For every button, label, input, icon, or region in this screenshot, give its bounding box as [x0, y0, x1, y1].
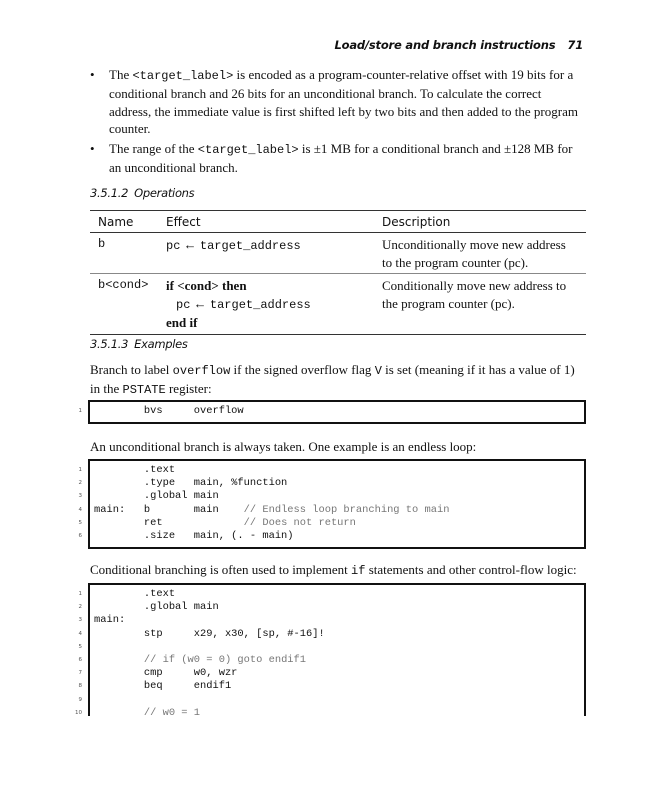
code-line — [78, 653, 584, 667]
line-number: 4 — [78, 630, 82, 637]
line-number: 1 — [78, 408, 82, 414]
code-text — [94, 707, 200, 720]
code-instruction: .type main, %function — [94, 477, 288, 490]
line-number: 7 — [78, 670, 82, 677]
op-effect — [158, 233, 374, 274]
line-number: 4 — [78, 506, 82, 513]
code-comment: // if (w0 = 0) goto endif1 — [143, 653, 307, 666]
bullet-item — [90, 66, 584, 138]
bullet-text: is encoded as a program-counter-relative offset with 19 bits for a conditional branch and 26 bits for an unconditional branch. To calculate the correct address, the immediate value is first shifted left by two bits and then added to the program counter. — [109, 67, 578, 137]
code-text — [94, 667, 237, 680]
effect-target: target_address — [209, 297, 311, 312]
line-number: 5 — [78, 643, 82, 650]
section-number: 3.5.1.3 — [90, 337, 129, 351]
code-line — [75, 706, 584, 720]
code-text — [94, 504, 449, 517]
code-text — [94, 614, 125, 627]
text: Conditional branching is often used to implement — [90, 562, 352, 577]
if-keyword: if <cond> then — [166, 278, 247, 293]
op-description: Conditionally move new address to the program counter (pc). — [374, 274, 586, 335]
arrow-symbol: ← — [183, 237, 197, 252]
code-instruction: .text — [94, 464, 176, 476]
effect-target: target_address — [199, 239, 301, 253]
bullet-list — [90, 66, 584, 178]
line-number: 2 — [78, 480, 82, 487]
table-row — [90, 274, 586, 335]
page-number: 71 — [567, 38, 583, 52]
code-line — [78, 694, 584, 707]
code-line — [78, 477, 584, 490]
code-comment: // Does not return — [243, 516, 356, 529]
code-instruction: main: b main — [94, 503, 244, 516]
code-instruction: main: — [94, 614, 126, 627]
section-title: Examples — [134, 337, 188, 351]
code-instruction: bvs overflow — [94, 405, 244, 417]
endif-keyword: end if — [166, 315, 198, 330]
code-instruction — [94, 654, 144, 666]
code-text — [94, 517, 356, 530]
bullet-item — [90, 140, 584, 177]
line-number: 9 — [78, 696, 82, 703]
line-number: 3 — [78, 493, 82, 500]
line-number: 6 — [78, 656, 82, 663]
code-listing-2 — [78, 459, 586, 549]
code-line — [78, 680, 584, 693]
code-text — [94, 601, 219, 614]
code-line — [78, 588, 584, 601]
code-line — [78, 614, 584, 627]
section-heading-examples — [90, 337, 188, 351]
line-number: 8 — [78, 683, 82, 690]
op-name: b — [90, 233, 158, 274]
code-line — [78, 641, 584, 654]
code-instruction: beq endif1 — [94, 680, 232, 693]
operations-table — [90, 210, 586, 335]
line-number: 1 — [78, 591, 82, 597]
code-text — [94, 680, 231, 693]
code-instruction: ret — [94, 516, 244, 529]
line-number: 6 — [78, 532, 82, 539]
code-line — [78, 529, 584, 543]
table-row — [90, 233, 586, 274]
code-lines — [75, 588, 584, 720]
code-text — [94, 654, 306, 667]
code-text — [94, 588, 175, 601]
section-number: 3.5.1.2 — [90, 186, 129, 200]
code-text — [94, 477, 287, 490]
col-header-description: Description — [374, 211, 586, 233]
inline-code: overflow — [172, 364, 231, 378]
code-instruction — [94, 707, 144, 719]
op-description: Unconditionally move new address to the program counter (pc). — [374, 233, 586, 274]
line-number: 1 — [78, 467, 82, 473]
code-line — [78, 503, 584, 517]
inline-code: if — [351, 564, 366, 578]
line-number: 5 — [78, 519, 82, 526]
code-lines — [78, 405, 584, 418]
running-head-title: Load/store and branch instructions — [334, 38, 556, 52]
line-number: 3 — [78, 617, 82, 624]
code-instruction: .text — [94, 588, 176, 600]
section-heading-operations — [90, 186, 194, 200]
bullet-text: is ±1 MB for a conditional branch and ±128 MB for an unconditional branch. — [109, 140, 573, 176]
text: statements and other control-flow logic: — [365, 562, 577, 577]
paragraph-conditional — [90, 561, 584, 580]
text: Branch to label — [90, 362, 173, 377]
text: if the signed overflow flag — [230, 362, 375, 377]
code-instruction: .size main, (. - main) — [94, 529, 294, 542]
code-line — [78, 627, 584, 641]
code-line — [78, 601, 584, 614]
paragraph-unconditional: An unconditional branch is always taken. One example is an endless loop: — [90, 439, 477, 454]
op-name: b<cond> — [90, 274, 158, 335]
code-instruction: .global main — [94, 490, 219, 503]
line-number: 2 — [78, 604, 82, 611]
code-instruction: .global main — [94, 601, 219, 614]
line-number: 10 — [75, 709, 82, 716]
code-line — [78, 516, 584, 530]
code-instruction: cmp w0, wzr — [94, 667, 238, 680]
section-title: Operations — [134, 186, 195, 200]
code-text — [94, 530, 294, 543]
col-header-effect: Effect — [158, 211, 374, 233]
code-text — [94, 405, 244, 418]
code-lines — [78, 464, 584, 543]
table-header-row — [90, 211, 586, 233]
text: register: — [165, 381, 212, 397]
effect-pc: pc — [166, 239, 181, 253]
code-text — [94, 464, 175, 477]
code-comment: // w0 = 1 — [143, 706, 201, 719]
effect-pc: pc — [176, 297, 191, 312]
code-line — [78, 405, 584, 418]
paragraph-branch-overflow — [90, 361, 584, 400]
code-text — [94, 490, 219, 503]
code-comment: // Endless loop branching to main — [243, 503, 450, 516]
code-line — [78, 667, 584, 680]
op-effect — [158, 274, 374, 335]
code-text — [94, 628, 325, 641]
inline-code: V — [374, 364, 382, 378]
bullet-text: The — [109, 67, 133, 82]
text: is set (meaning if it has a value of 1) in the — [90, 362, 575, 397]
inline-code: <target_label> — [197, 142, 299, 157]
bullet-text: The range of the — [109, 140, 198, 156]
running-head — [334, 38, 583, 52]
code-listing-3 — [75, 583, 586, 719]
col-header-name: Name — [90, 211, 158, 233]
code-instruction: stp x29, x30, [sp, #-16]! — [94, 627, 325, 640]
code-line — [78, 490, 584, 503]
inline-code: PSTATE — [122, 383, 166, 398]
arrow-symbol: ← — [193, 295, 207, 311]
code-line — [78, 464, 584, 477]
code-listing-1 — [78, 400, 586, 424]
inline-code: <target_label> — [132, 69, 234, 83]
